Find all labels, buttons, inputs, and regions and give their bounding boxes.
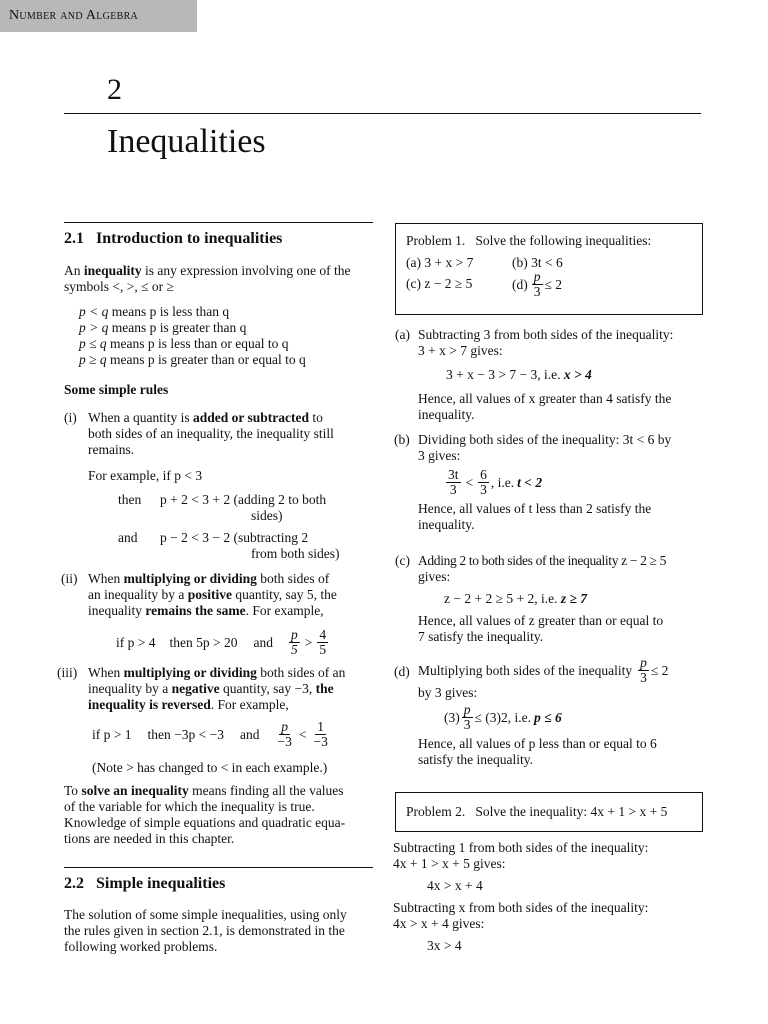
bold-phrase: the <box>315 681 334 696</box>
section-title: Simple inequalities <box>96 875 226 892</box>
solution-c-tag: (c) <box>395 553 410 568</box>
text: remains. <box>88 442 135 457</box>
rule-ii-number: (ii) <box>61 571 78 586</box>
text: then −3p < −3 <box>147 726 224 742</box>
text: Subtracting x from both sides of the inequality: <box>393 900 649 915</box>
fraction <box>638 656 649 685</box>
problem-2-box <box>395 792 703 832</box>
text: and <box>239 726 260 742</box>
text: p + 2 < 3 + 2 (adding 2 to both <box>160 492 327 507</box>
chapter-title: Inequalities <box>107 123 266 160</box>
numerator: p <box>281 719 289 734</box>
then-label: then <box>118 492 142 507</box>
answer: z ≥ 7 <box>560 591 588 606</box>
intro-paragraph <box>64 263 376 295</box>
bold-phrase: positive <box>187 587 232 602</box>
solution-c <box>418 553 708 645</box>
text: following worked problems. <box>64 939 218 954</box>
fraction <box>478 468 489 497</box>
equation <box>444 703 708 732</box>
rule-i-number: (i) <box>64 410 77 425</box>
definition-list <box>79 304 306 368</box>
definition-item: p ≥ q <box>79 352 107 367</box>
section-number: 2.2 <box>64 875 84 892</box>
numerator: p <box>533 269 541 284</box>
section-label: Number and Algebra <box>9 8 139 23</box>
rule-iii-example <box>92 720 332 749</box>
section-2-1-heading <box>64 230 282 248</box>
text: (3) <box>444 709 460 725</box>
definition-item: p < q <box>79 304 109 319</box>
then-expression <box>160 492 372 524</box>
chapter-rule <box>64 113 701 114</box>
and-expression <box>160 530 372 562</box>
note: (Note > has changed to < in each example.) <box>92 760 328 775</box>
text: The solution of some simple inequalities, using only <box>64 907 347 922</box>
numerator: 6 <box>480 467 487 482</box>
term-inequality: inequality <box>83 263 142 278</box>
text: . For example, <box>245 603 324 618</box>
text: When <box>88 571 124 586</box>
text: then 5p > 20 <box>169 634 238 650</box>
text: Hence, all values of x greater than 4 satisfy the <box>418 391 672 406</box>
definition-item: p > q <box>79 320 109 335</box>
symbols-line: symbols <, >, ≤ or ≥ <box>64 279 174 294</box>
rule-i-example: For example, if p < 3 <box>88 468 203 483</box>
text: inequality. <box>418 517 475 532</box>
text: Subtracting 3 from both sides of the inequality: <box>418 327 674 342</box>
text: An <box>64 263 84 278</box>
text: Adding 2 to both sides of the inequality z − 2 ≥ 5 <box>418 553 666 568</box>
symbol: < <box>298 726 307 742</box>
solution-a-tag: (a) <box>395 327 410 342</box>
numerator: p <box>640 655 647 670</box>
text: both sides of <box>256 571 330 586</box>
text: means finding all the values <box>188 783 344 798</box>
problem-1-box <box>395 223 703 315</box>
denominator: 5 <box>319 642 327 657</box>
text: if p > 1 <box>92 726 132 742</box>
text: tions are needed in this chapter. <box>64 831 235 846</box>
definition-text: means p is less than or equal to q <box>106 336 289 351</box>
fraction <box>462 703 473 732</box>
text: Hence, all values of p less than or equal to 6 <box>418 736 657 751</box>
fraction <box>446 468 461 497</box>
solution-d-tag: (d) <box>394 664 410 679</box>
bold-phrase: remains the same <box>145 603 246 618</box>
solution-a <box>418 327 704 423</box>
text: both sides of an inequality, the inequality still <box>88 426 334 441</box>
text: inequality <box>88 603 146 618</box>
denominator: 3 <box>533 284 541 299</box>
text: to <box>309 410 323 425</box>
text: Dividing both sides of the inequality: 3t < 6 by <box>418 432 672 447</box>
text: Subtracting 1 from both sides of the inequality: <box>393 840 649 855</box>
denominator: 3 <box>640 670 647 685</box>
numerator: 1 <box>317 719 325 734</box>
text: quantity, say 5, the <box>232 587 337 602</box>
text: ≤ 2 <box>650 662 669 678</box>
text: inequality by a <box>88 681 172 696</box>
problem-1-part-a: (a) 3 + x > 7 <box>406 255 474 270</box>
problem-1-part-d <box>512 270 562 299</box>
answer: x > 4 <box>563 367 592 382</box>
bold-phrase: multiplying or dividing <box>123 571 257 586</box>
problem-1-statement <box>406 233 651 249</box>
text: , i.e. <box>490 474 515 490</box>
text: z − 2 + 2 ≥ 5 + 2, i.e. <box>444 591 561 606</box>
text-line <box>418 656 708 685</box>
definition-text: means p is less than q <box>108 304 230 319</box>
numerator: 3t <box>448 467 459 482</box>
text: When a quantity is <box>88 410 193 425</box>
problem-2-statement <box>406 804 667 820</box>
text: p − 2 < 3 − 2 (subtracting 2 <box>160 530 309 545</box>
text: quantity, say −3, <box>219 681 316 696</box>
text: Solve the following inequalities: <box>475 233 652 248</box>
section-2-1-rule <box>64 222 373 223</box>
rule-iii-number: (iii) <box>57 665 78 680</box>
rules-heading: Some simple rules <box>64 382 169 397</box>
text: of the variable for which the inequality is true. <box>64 799 315 814</box>
text: an inequality by a <box>88 587 188 602</box>
chapter-number: 2 <box>107 73 122 106</box>
text: ≤ (3)2, i.e. <box>474 709 532 725</box>
fraction <box>311 720 329 749</box>
text: sides) <box>251 508 283 523</box>
section-2-2-rule <box>64 867 373 868</box>
text: Hence, all values of z greater than or equal to <box>418 613 664 628</box>
text: if p > 4 <box>116 634 156 650</box>
text: To <box>64 783 82 798</box>
text: Solve the inequality: 4x + 1 > x + 5 <box>475 804 668 819</box>
denominator: 5 <box>290 642 298 657</box>
text: 4x > x + 4 gives: <box>393 916 485 931</box>
text: 3 + x > 7 gives: <box>418 343 503 358</box>
text: . For example, <box>210 697 289 712</box>
fraction <box>289 628 300 657</box>
denominator: −3 <box>313 734 328 749</box>
symbol: < <box>465 474 474 490</box>
equation <box>444 468 704 497</box>
section-header-tab <box>0 0 197 32</box>
text: both sides of an <box>256 665 346 680</box>
text: inequality. <box>418 407 475 422</box>
answer: t < 2 <box>517 474 543 490</box>
text: is any expression involving one of the <box>141 263 351 278</box>
bold-phrase: multiplying or dividing <box>123 665 257 680</box>
solution-b-tag: (b) <box>394 432 410 447</box>
numerator: p <box>463 702 471 717</box>
symbol: > <box>304 634 313 650</box>
denominator: −3 <box>277 734 292 749</box>
text: ≤ 2 <box>544 276 563 292</box>
text: by 3 gives: <box>418 685 478 700</box>
text: 3 + x − 3 > 7 − 3, i.e. <box>446 367 564 382</box>
bold-phrase: added or subtracted <box>192 410 309 425</box>
rule-iii-text <box>88 665 374 713</box>
equation: 4x > x + 4 <box>427 878 483 893</box>
answer: p ≤ 6 <box>534 709 562 725</box>
fraction <box>275 720 293 749</box>
denominator: 3 <box>463 717 471 732</box>
problem-1-part-b: (b) 3t < 6 <box>512 255 563 270</box>
numerator: p <box>290 627 298 642</box>
text: 3 gives: <box>418 448 461 463</box>
section-2-2-paragraph <box>64 907 376 955</box>
problem-label: Problem 1. <box>406 233 466 248</box>
section-2-2-heading <box>64 875 225 893</box>
text: satisfy the inequality. <box>418 752 533 767</box>
solution-b <box>418 432 704 533</box>
problem-label: Problem 2. <box>406 804 466 819</box>
text: Multiplying both sides of the inequality <box>418 662 633 678</box>
section-number: 2.1 <box>64 230 84 247</box>
definition-item: p ≤ q <box>79 336 107 351</box>
section-title: Introduction to inequalities <box>96 230 283 247</box>
and-label: and <box>118 530 138 545</box>
rule-ii-example <box>116 628 330 657</box>
text: (d) <box>512 276 528 292</box>
text: from both sides) <box>251 546 340 561</box>
rule-i-text <box>88 410 374 458</box>
text: and <box>253 634 273 650</box>
definition-text: means p is greater than or equal to q <box>106 352 306 367</box>
definition-text: means p is greater than q <box>108 320 247 335</box>
text: 4x + 1 > x + 5 gives: <box>393 856 506 871</box>
text: the rules given in section 2.1, is demonstrated in the <box>64 923 345 938</box>
problem-2-solution <box>393 840 705 954</box>
solve-paragraph <box>64 783 376 847</box>
rule-ii-text <box>88 571 374 619</box>
denominator: 3 <box>449 482 457 497</box>
solution-d <box>418 656 708 768</box>
numerator: 4 <box>319 627 327 642</box>
equation: 3x > 4 <box>427 938 462 953</box>
text: 7 satisfy the inequality. <box>418 629 544 644</box>
bold-phrase: inequality is reversed <box>88 697 211 712</box>
bold-phrase: solve an inequality <box>81 783 189 798</box>
text: gives: <box>418 569 451 584</box>
fraction <box>532 270 543 299</box>
denominator: 3 <box>480 482 487 497</box>
text: When <box>88 665 124 680</box>
problem-1-part-c: (c) z − 2 ≥ 5 <box>406 276 473 291</box>
text: Hence, all values of t less than 2 satisfy the <box>418 501 652 516</box>
bold-phrase: negative <box>171 681 220 696</box>
fraction <box>317 628 328 657</box>
text: Knowledge of simple equations and quadratic equa- <box>64 815 346 830</box>
